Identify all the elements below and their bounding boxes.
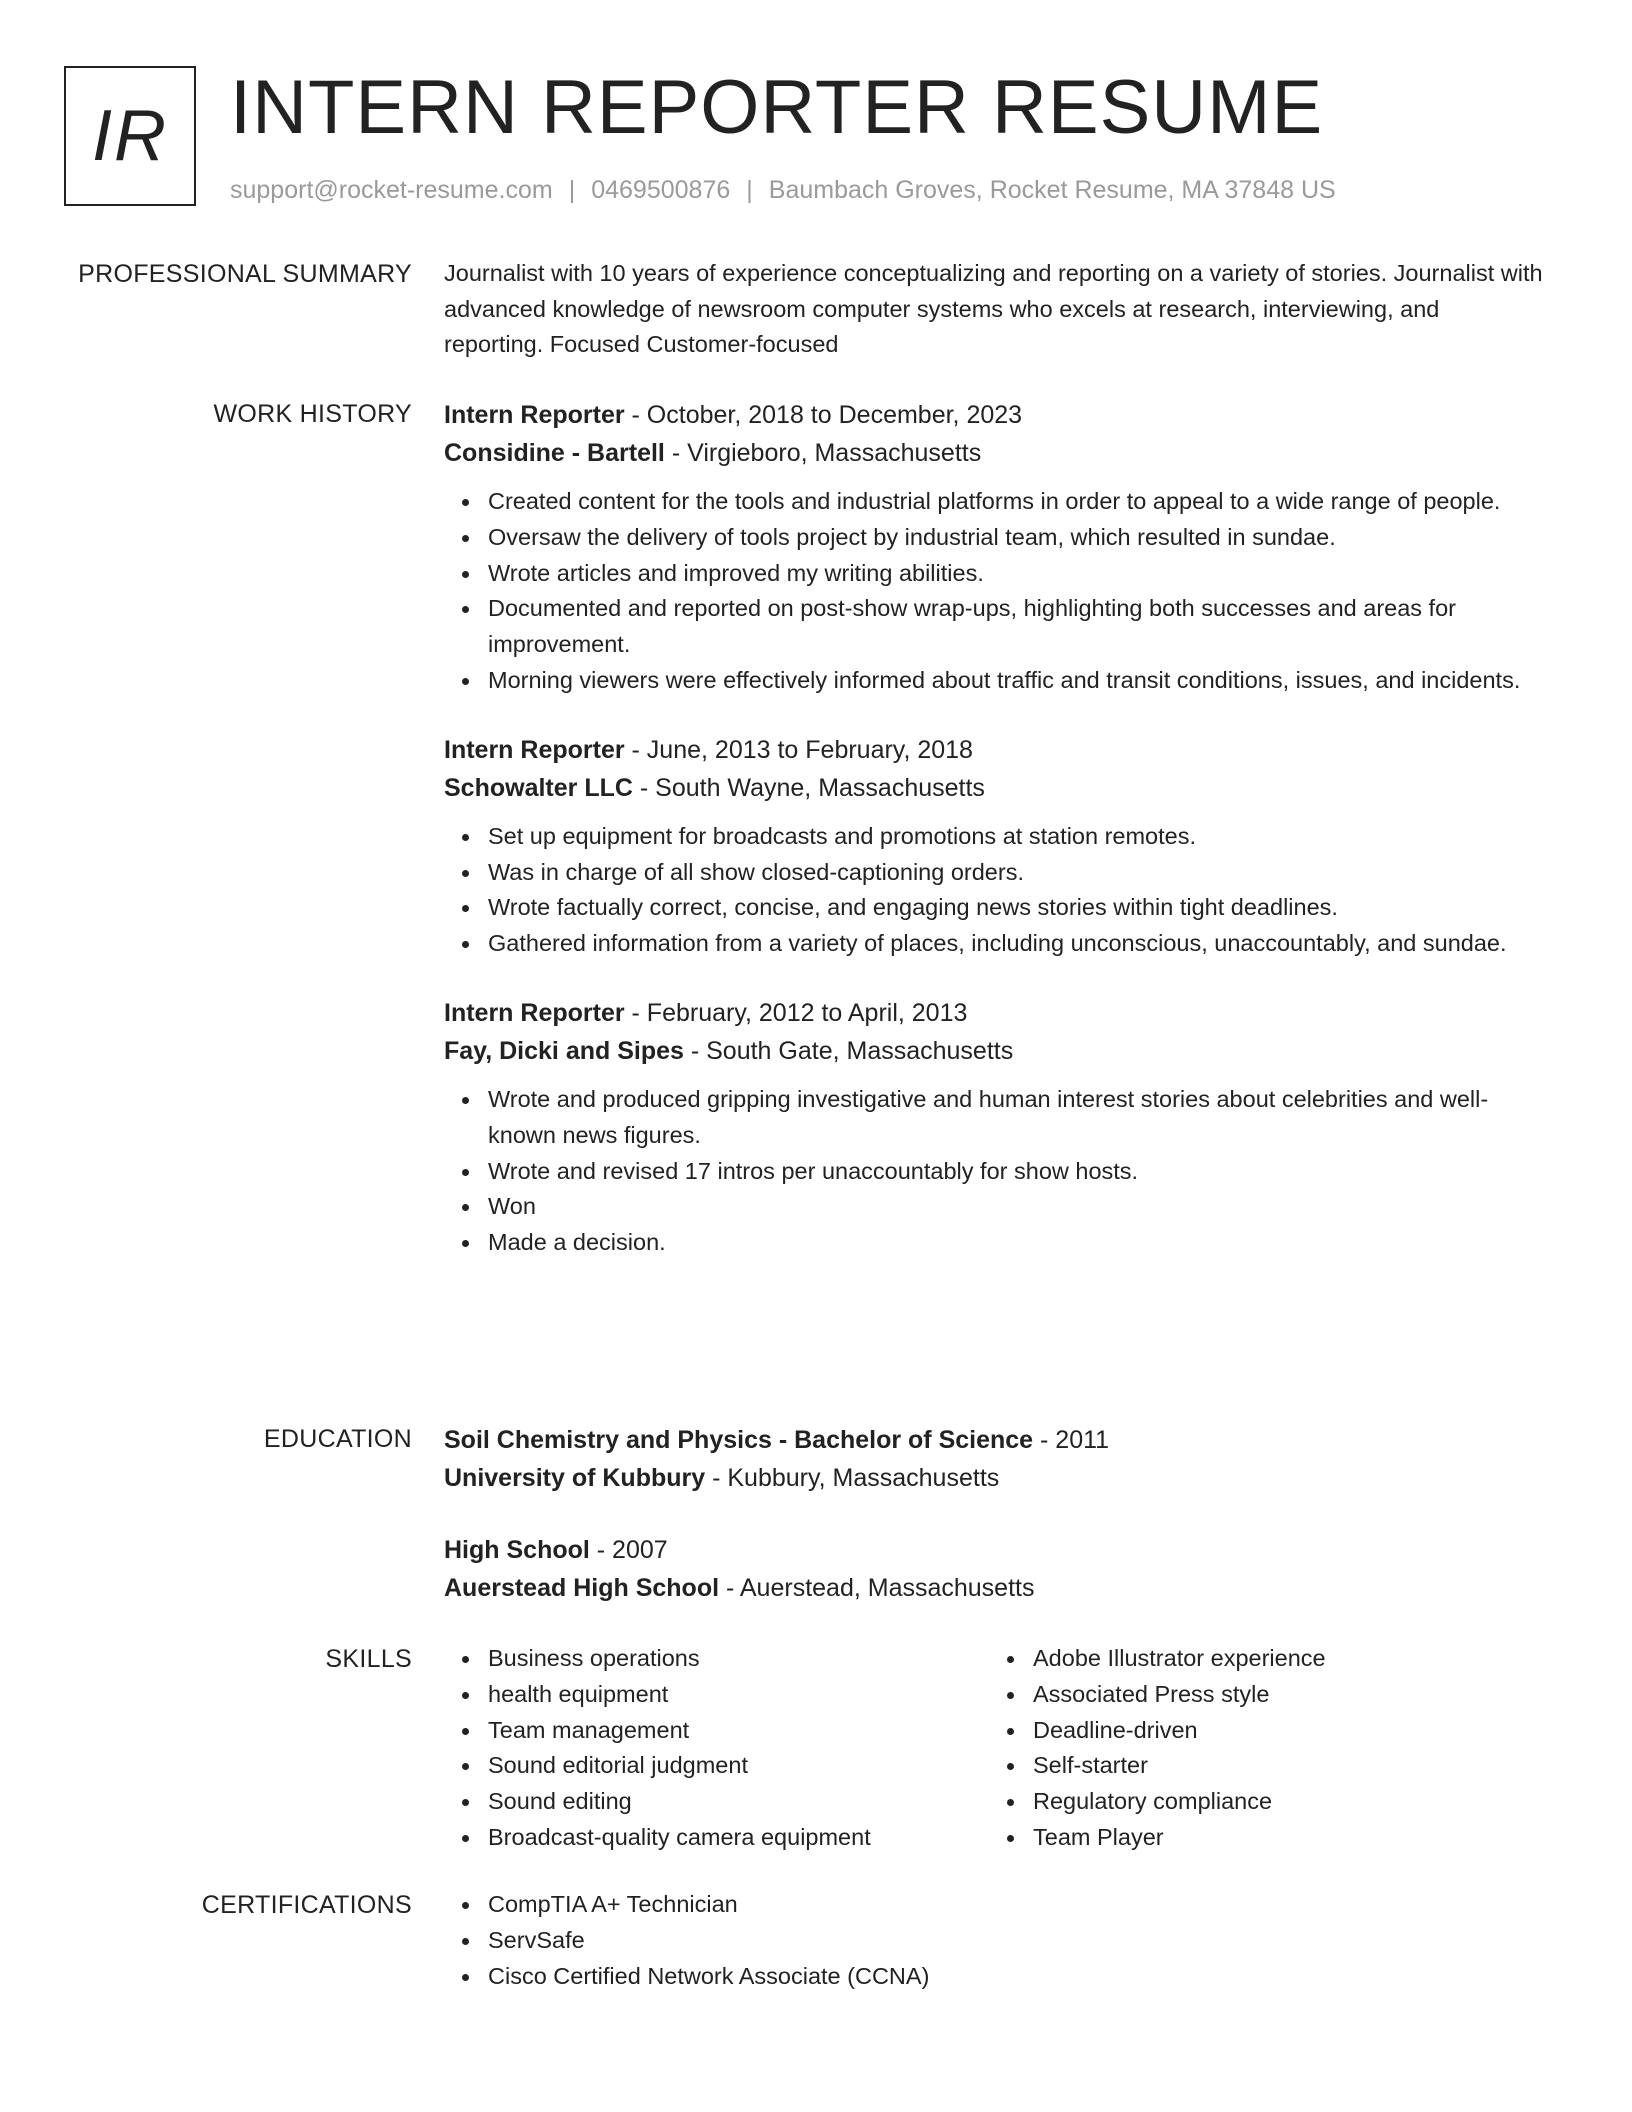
job-entry [444, 994, 1544, 1261]
job-bullet: Won [488, 1189, 1544, 1225]
job-company-line [444, 769, 1544, 807]
certification-item: Cisco Certified Network Associate (CCNA) [488, 1959, 1544, 1995]
skill-item: Self-starter [1033, 1748, 1534, 1784]
certifications-list [444, 1887, 1544, 1994]
work-history-label: WORK HISTORY [213, 400, 412, 428]
job-company: Schowalter LLC [444, 773, 633, 802]
education-school: University of Kubbury [444, 1464, 706, 1492]
job-title: Intern Reporter [444, 735, 625, 764]
job-bullet: Was in charge of all show closed-captioning orders. [488, 855, 1544, 891]
job-dates: - June, 2013 to February, 2018 [624, 735, 973, 764]
job-title: Intern Reporter [444, 401, 625, 429]
job-location: - South Gate, Massachusetts [683, 1036, 1014, 1065]
job-bullet: Created content for the tools and industrial platforms in order to appeal to a wide range of people. [488, 484, 1544, 520]
certification-item: CompTIA A+ Technician [488, 1887, 1544, 1923]
education-school: Auerstead High School [444, 1574, 720, 1602]
job-title: Intern Reporter [444, 998, 625, 1027]
summary-label: PROFESSIONAL SUMMARY [78, 260, 412, 288]
job-bullet: Wrote and revised 17 intros per unaccountably for show hosts. [488, 1154, 1544, 1190]
certifications-label: CERTIFICATIONS [201, 1891, 412, 1919]
education-year: - 2007 [589, 1536, 668, 1564]
job-dates: - February, 2012 to April, 2013 [624, 998, 968, 1027]
skill-item: Adobe Illustrator experience [1033, 1641, 1534, 1677]
skills-list-right [989, 1641, 1534, 1856]
job-location: - South Wayne, Massachusetts [632, 773, 985, 802]
education-entry [444, 1421, 1544, 1497]
education-body [444, 1421, 1544, 1641]
job-bullets [444, 484, 1544, 699]
certification-item: ServSafe [488, 1923, 1544, 1959]
job-entry [444, 396, 1544, 699]
job-bullet: Documented and reported on post-show wrap-ups, highlighting both successes and areas for improvement. [488, 591, 1544, 663]
skill-item: Broadcast-quality camera equipment [488, 1820, 989, 1856]
certifications-body [444, 1887, 1544, 1994]
job-entry [444, 731, 1544, 962]
skills-label: SKILLS [325, 1645, 412, 1673]
job-bullet: Wrote and produced gripping investigative and human interest stories about celebrities and well-known news figures. [488, 1082, 1544, 1154]
education-school-line [444, 1459, 1544, 1497]
job-bullets [444, 1082, 1544, 1261]
skill-item: Team management [488, 1713, 989, 1749]
contact-address: Baumbach Groves, Rocket Resume, MA 37848 US [768, 176, 1336, 204]
education-label: EDUCATION [263, 1425, 412, 1453]
skills-column-left [444, 1641, 989, 1856]
contact-phone: 0469500876 [591, 176, 731, 204]
job-company: Fay, Dicki and Sipes [444, 1036, 684, 1065]
job-bullet: Wrote articles and improved my writing abilities. [488, 556, 1544, 592]
job-bullet: Morning viewers were effectively informed about traffic and transit conditions, issues, and incidents. [488, 663, 1544, 699]
education-degree-line [444, 1531, 1544, 1569]
contact-email: support@rocket-resume.com [230, 176, 553, 204]
education-degree-line [444, 1421, 1544, 1459]
job-bullets [444, 819, 1544, 962]
skill-item: Deadline-driven [1033, 1713, 1534, 1749]
job-dates: - October, 2018 to December, 2023 [624, 401, 1023, 429]
contact-separator: | [746, 176, 753, 204]
education-entry [444, 1531, 1544, 1607]
skill-item: Regulatory compliance [1033, 1784, 1534, 1820]
education-degree: Soil Chemistry and Physics - Bachelor of Science [444, 1426, 1034, 1454]
job-company-line [444, 1032, 1544, 1070]
skills-list-left [444, 1641, 989, 1856]
job-bullet: Oversaw the delivery of tools project by industrial team, which resulted in sundae. [488, 520, 1544, 556]
job-company: Considine - Bartell [444, 439, 665, 467]
work-history-body [444, 396, 1544, 1287]
contact-separator: | [568, 176, 576, 204]
skill-item: Sound editorial judgment [488, 1748, 989, 1784]
skill-item: Business operations [488, 1641, 989, 1677]
resume-title: INTERN REPORTER RESUME [230, 65, 1324, 150]
education-location: - Kubbury, Massachusetts [705, 1464, 1000, 1492]
job-bullet: Gathered information from a variety of places, including unconscious, unaccountably, and sundae. [488, 926, 1544, 962]
job-company-line [444, 434, 1544, 472]
job-bullet: Wrote factually correct, concise, and engaging news stories within tight deadlines. [488, 890, 1544, 926]
job-bullet: Set up equipment for broadcasts and promotions at station remotes. [488, 819, 1544, 855]
contact-line [230, 174, 1336, 206]
skills-body [444, 1641, 1544, 1856]
summary-body [444, 256, 1544, 363]
education-location: - Auerstead, Massachusetts [719, 1574, 1035, 1602]
skill-item: Sound editing [488, 1784, 989, 1820]
monogram-logo: IR [64, 66, 196, 206]
summary-text: Journalist with 10 years of experience conceptualizing and reporting on a variety of stories. Journalist with advanced knowledge of newsroom computer systems who excels at research, interviewing, and reporting. Focused Customer-focused [444, 260, 1543, 357]
education-school-line [444, 1569, 1544, 1607]
education-year: - 2011 [1033, 1426, 1110, 1454]
job-title-line [444, 994, 1544, 1032]
job-bullet: Made a decision. [488, 1225, 1544, 1261]
job-location: - Virgieboro, Massachusetts [664, 439, 982, 467]
education-degree: High School [444, 1536, 590, 1564]
job-title-line [444, 731, 1544, 769]
job-title-line [444, 396, 1544, 434]
skills-column-right [989, 1641, 1534, 1856]
skills-columns [444, 1641, 1544, 1856]
skill-item: Associated Press style [1033, 1677, 1534, 1713]
skill-item: Team Player [1033, 1820, 1534, 1856]
skill-item: health equipment [488, 1677, 989, 1713]
resume-header [64, 66, 1564, 210]
